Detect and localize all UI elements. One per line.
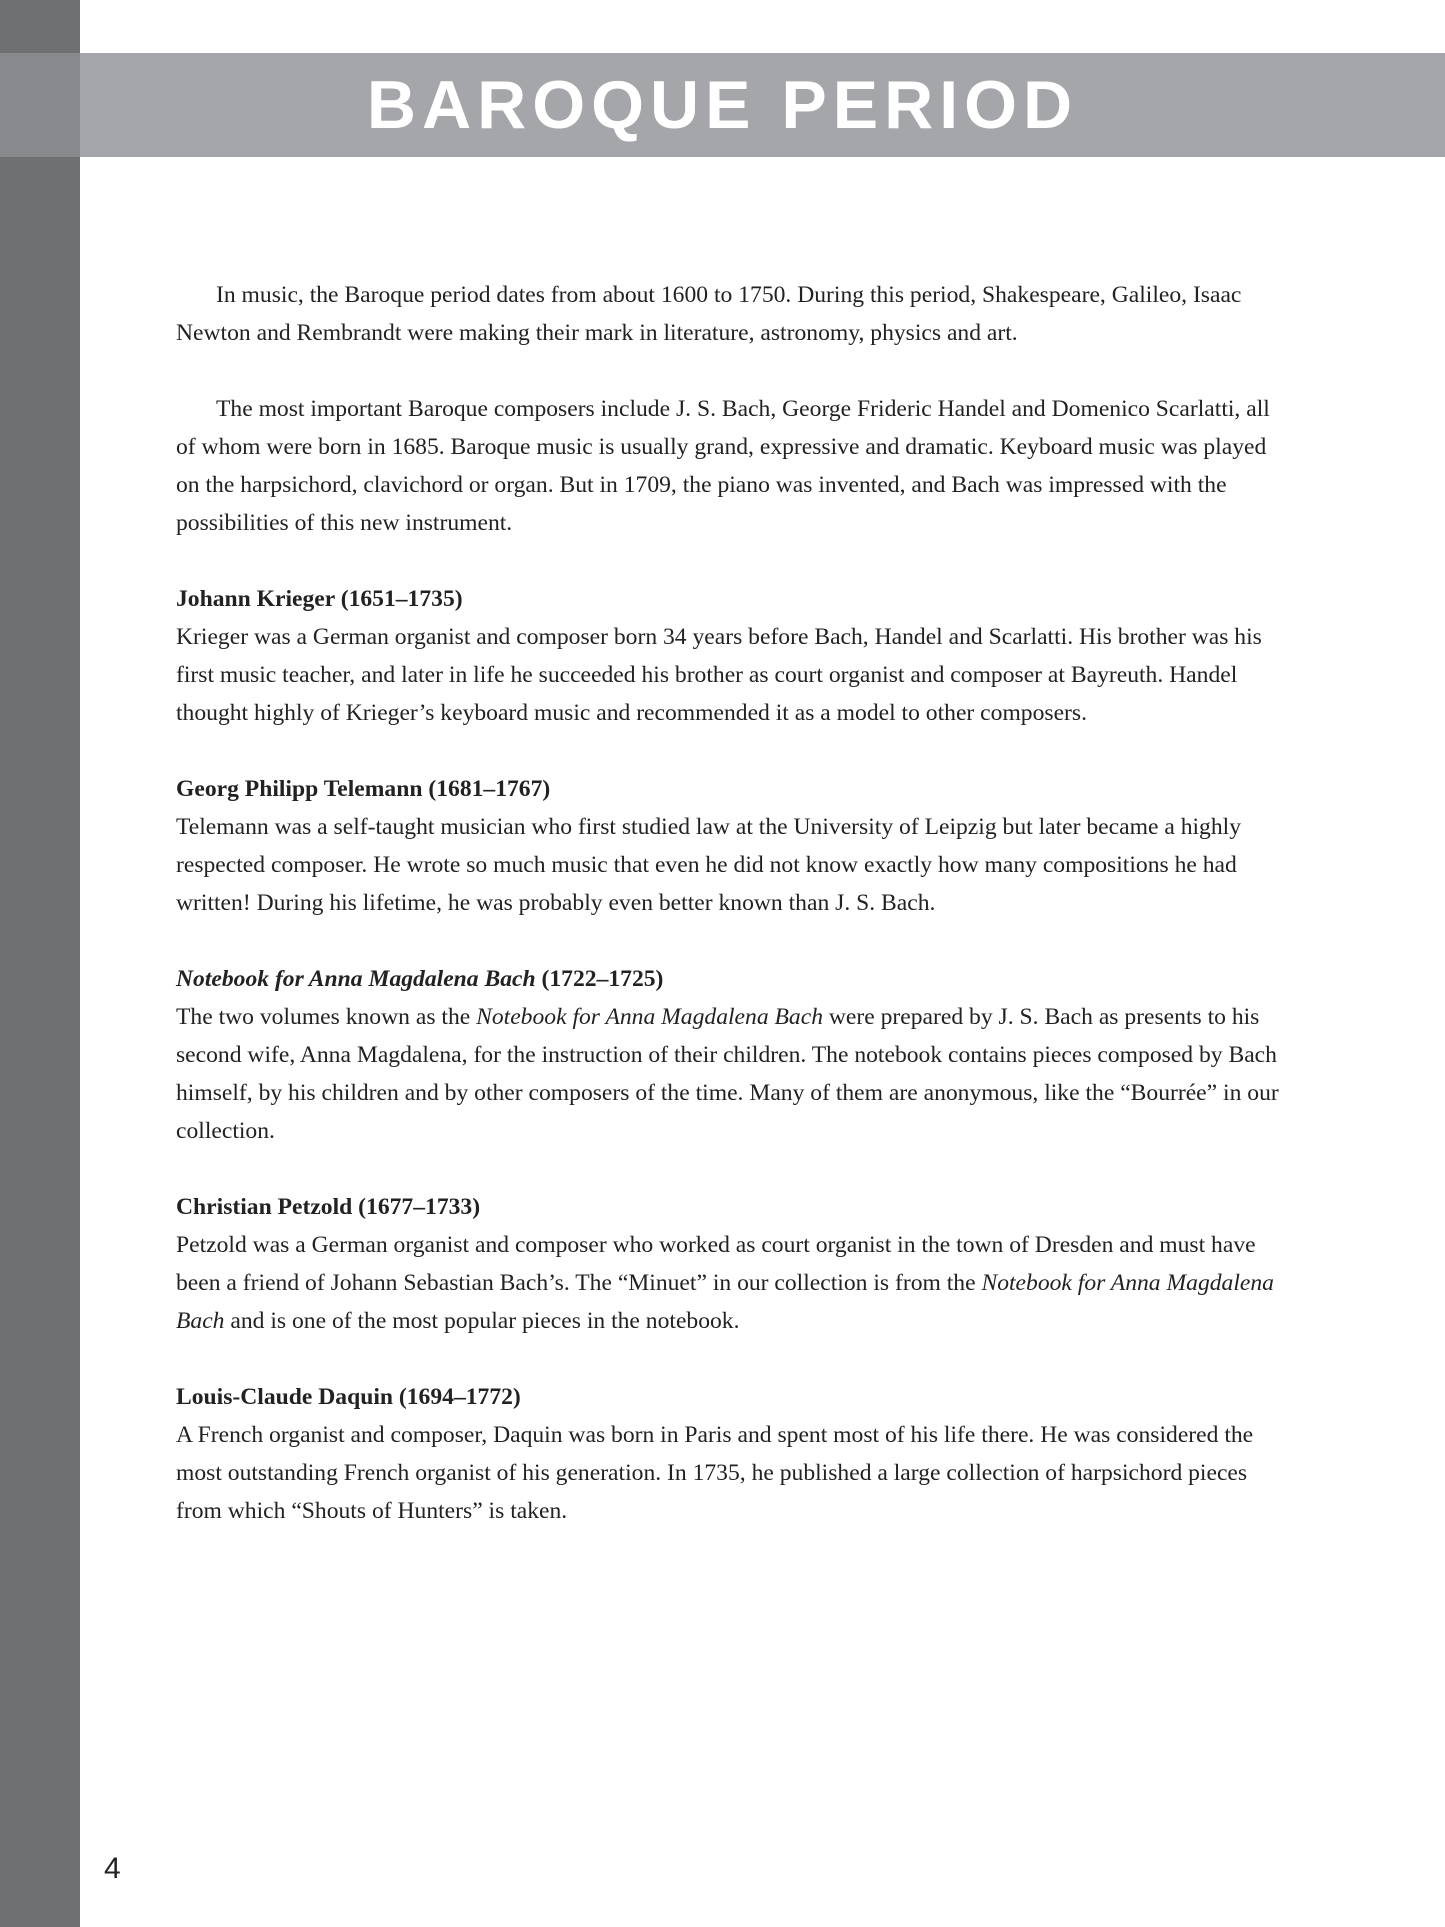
notebook-body-post: were prepared by J. S. Bach as presents to his second wife, Anna Magdalena, for the instruction of their children. The notebook contains pieces composed by Bach himself, by his children and by other composers of the time. Many of them are anonymous, like the “Bourrée” in our collection.: [176, 1004, 1279, 1144]
intro-paragraph-2: The most important Baroque composers include J. S. Bach, George Frideric Handel and Domenico Scarlatti, all of whom were born in 1685. Baroque music is usually grand, expressive and dramatic. Keyboard music was played on the harpsichord, clavichord or organ. But in 1709, the piano was invented, and Bach was impressed with the possibilities of this new instrument.: [176, 396, 1270, 536]
left-margin-bar: [0, 0, 80, 1927]
section-body-daquin: A French organist and composer, Daquin was born in Paris and spent most of his life there. He was considered the most outstanding French organist of his generation. In 1735, he published a large collection of harpsichord pieces from which “Shouts of Hunters” is taken.: [176, 1422, 1254, 1524]
section-heading-petzold: Christian Petzold (1677–1733): [176, 1194, 481, 1220]
article-body: [176, 276, 1286, 1530]
section-body-krieger: Krieger was a German organist and composer born 34 years before Bach, Handel and Scarlatti. His brother was his first music teacher, and later in life he succeeded his brother as court organist and composer at Bayreuth. Handel thought highly of Krieger’s keyboard music and recommended it as a model to other composers.: [176, 624, 1262, 726]
notebook-heading-years: (1722–1725): [535, 966, 664, 992]
section-body-notebook: [176, 998, 1286, 1150]
petzold-body-post: and is one of the most popular pieces in the notebook.: [224, 1308, 740, 1334]
notebook-heading-title: Notebook for Anna Magdalena Bach: [176, 966, 536, 992]
notebook-body-pre: The two volumes known as the: [176, 1004, 477, 1030]
page-title: BAROQUE PERIOD: [366, 67, 1079, 143]
section-body-petzold: [176, 1226, 1286, 1340]
section-body-telemann: Telemann was a self-taught musician who first studied law at the University of Leipzig but later became a highly respected composer. He wrote so much music that even he did not know exactly how many compositions he had written! During his lifetime, he was probably even better known than J. S. Bach.: [176, 814, 1241, 916]
page-number: 4: [104, 1852, 121, 1885]
notebook-body-title: Notebook for Anna Magdalena Bach: [476, 1004, 823, 1030]
petzold-body-title: Notebook for Anna Magdalena Bach: [176, 1270, 1274, 1334]
section-heading-telemann: Georg Philipp Telemann (1681–1767): [176, 776, 551, 802]
section-heading-notebook: [176, 960, 1286, 998]
section-heading-daquin: Louis-Claude Daquin (1694–1772): [176, 1384, 521, 1410]
title-banner: [0, 53, 1445, 157]
section-heading-krieger: Johann Krieger (1651–1735): [176, 586, 463, 612]
petzold-body-pre: Petzold was a German organist and composer who worked as court organist in the town of Dresden and must have been a friend of Johann Sebastian Bach’s. The “Minuet” in our collection is from the: [176, 1232, 1256, 1296]
intro-paragraph-1: In music, the Baroque period dates from about 1600 to 1750. During this period, Shakespeare, Galileo, Isaac Newton and Rembrandt were making their mark in literature, astronomy, physics and art.: [176, 282, 1242, 346]
